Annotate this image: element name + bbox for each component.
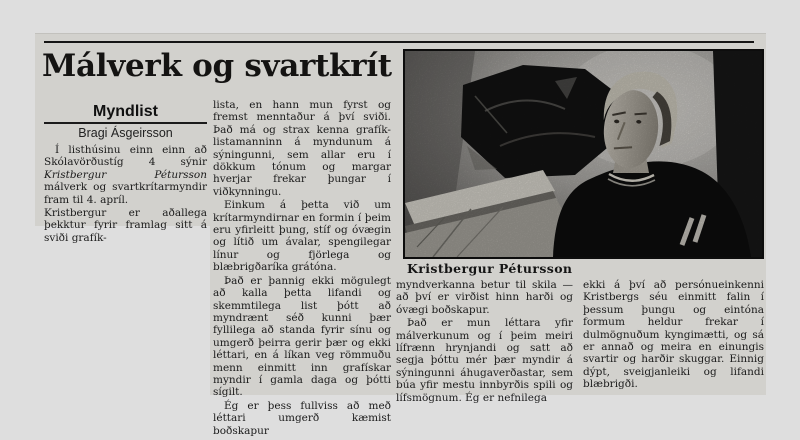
column-3	[396, 279, 573, 405]
artist-name-italic: Kristbergur Pétursson	[44, 168, 207, 181]
section-rule	[44, 122, 207, 124]
section-label: Myndlist	[93, 103, 158, 120]
column-2	[213, 99, 391, 438]
photo-kristbergur-petursson	[403, 49, 764, 259]
paragraph: lista, en hann mun fyrst og fremst menntaður á því sviði. Það má og strax kenna grafík- listamanninn á myndunum á sýningunni, sem allar eru í dökkum tónum og margar hverjar frekar þungar í viðkynningu.	[213, 99, 391, 198]
paragraph: ekki á því að persónueinkenni Kristbergs séu einmitt falin í þessum þungu og eintóna formum heldur frekar í dulmögnuðum kyngimætti, og sá er annað og meira en einungis svartir og harðir skuggar. Einnig dýpt, sveigjanleiki og lifandi blæbrigði.	[583, 279, 764, 391]
column-4	[583, 279, 764, 392]
paragraph: Það er þannig ekki mögulegt að kalla þetta lifandi og skemmtilega list þótt að myndrænt séð kunni þær fyllilega að standa fyrir sínu og umgerð þeirra gerir þær og ekki léttari, en á líkan veg römmuðu menn einmitt inn grafískar myndir í gamla daga og þótti sígilt.	[213, 274, 391, 399]
byline: Bragi Ásgeirsson	[78, 126, 173, 140]
paragraph: Kristbergur er aðallega þekktur fyrir framlag sitt á sviði grafík-	[44, 207, 207, 244]
paragraph: Það er mun léttara yfir málverkunum og í þeim meiri lífrænn hrynjandi og satt að segja þóttu mér þær myndir á sýningunni áhugaverðastar, sem búa yfir mestu innbyrðis spili og lífsmögnum. Ég er nefnilega	[396, 317, 573, 404]
paragraph-text: Í listhúsinu einn einn að Skólavörðustíg 4 sýnir	[44, 144, 207, 169]
article-title: Málverk og svartkrít	[42, 48, 392, 84]
paragraph: Einkum á þetta við um krítarmyndirnar en formin í þeim eru yfirleitt þung, stíf og óvægin og lítið um ávalar, spengilegar línur og fjörlega og blæbrigðaríka grátóna.	[213, 199, 391, 274]
paragraph: myndverkanna betur til skila — að því er virðist hinn harði og óvægi boðskapur.	[396, 279, 573, 316]
column-1	[44, 144, 207, 245]
top-rule	[44, 41, 754, 43]
photo-caption: Kristbergur Pétursson	[407, 261, 573, 276]
paragraph	[44, 144, 207, 206]
paragraph: Ég er þess fullviss að með léttari umgerð kæmist boðskapur	[213, 399, 391, 437]
paragraph-text: málverk og svartkrítarmyndir fram til 4. apríl.	[44, 181, 207, 206]
photo-artwork	[405, 51, 762, 257]
